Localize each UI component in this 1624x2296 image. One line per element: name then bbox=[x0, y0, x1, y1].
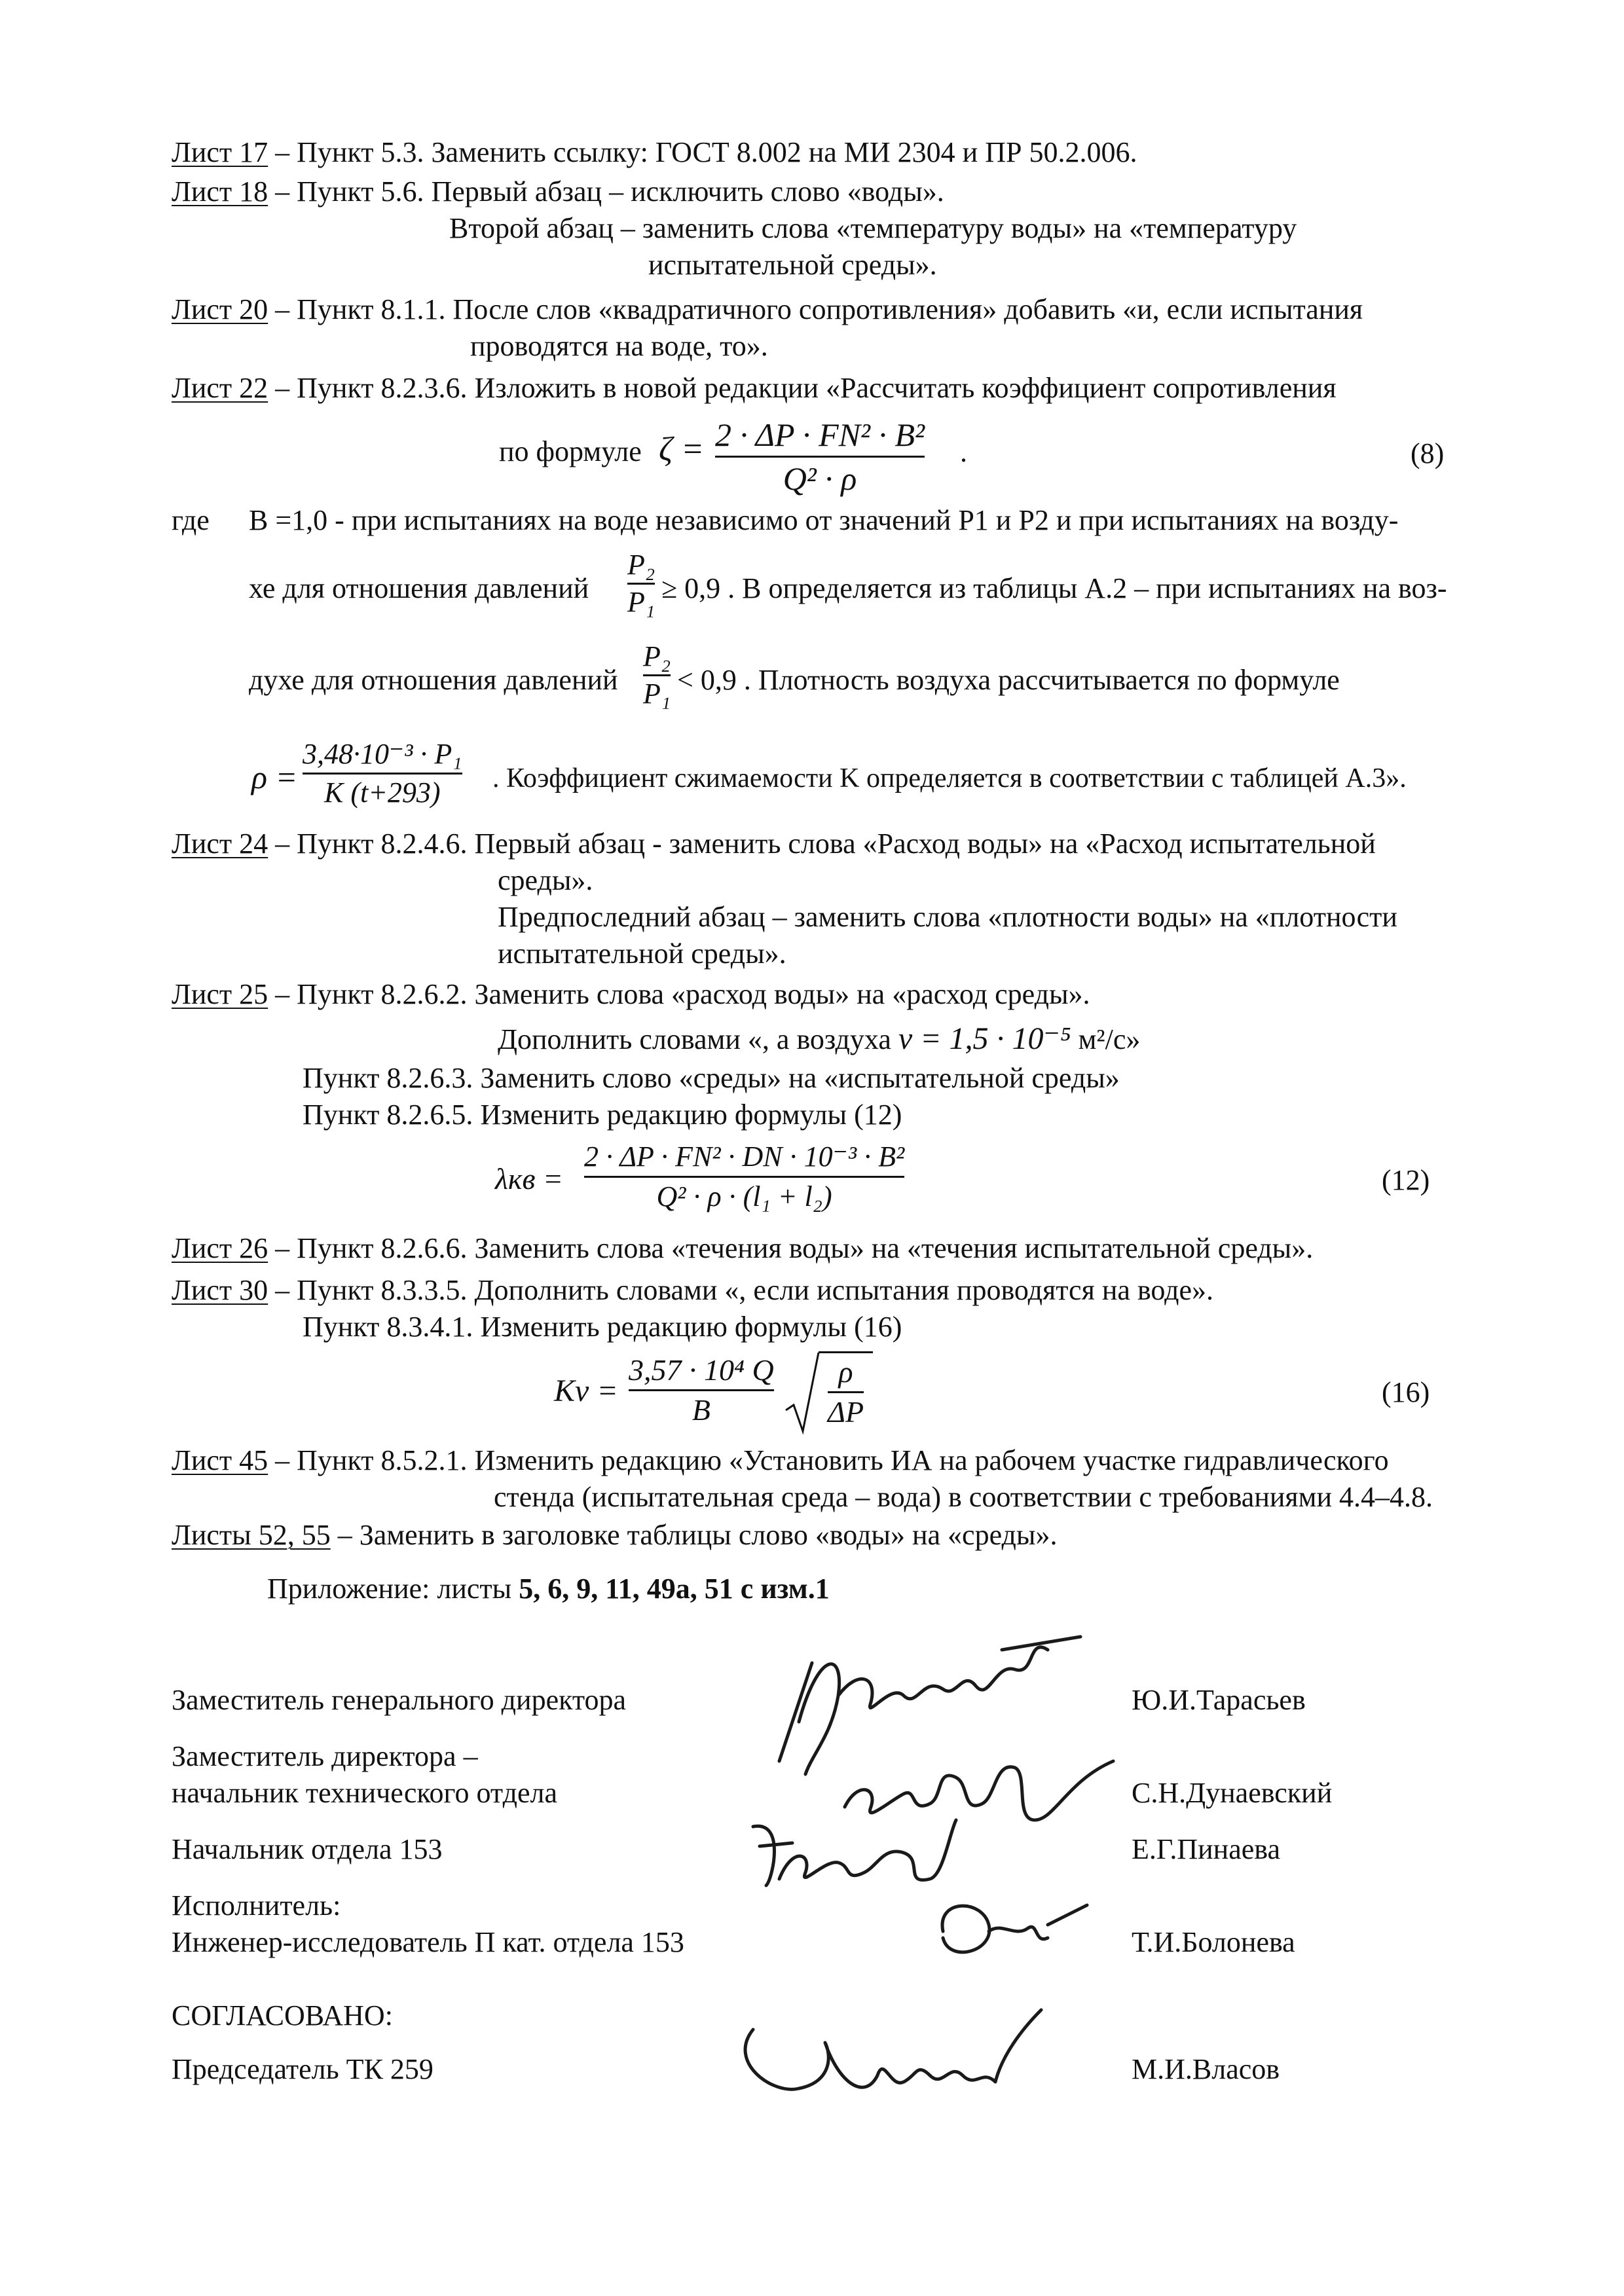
appendix-label: Приложение: листы bbox=[267, 1573, 519, 1605]
ratio-denominator: P₁ bbox=[627, 586, 655, 618]
line-sheet-30 bbox=[172, 1273, 1213, 1308]
kv-lhs: Kv = bbox=[554, 1374, 618, 1408]
line-text: Пункт 8.2.6.3. Заменить слово «среды» на «испытательной среды» bbox=[303, 1062, 1120, 1094]
zeta-numerator: 2 · ΔP · FN² · B² bbox=[715, 416, 925, 453]
line-text: – Пункт 8.2.6.6. Заменить слова «течения воды» на «течения испытательной среды». bbox=[275, 1232, 1314, 1264]
line-text: – Заменить в заголовке таблицы слово «воды» на «среды». bbox=[337, 1519, 1058, 1551]
line-text: среды». bbox=[498, 864, 593, 896]
lambda-denominator: Q² · ρ · (l₁ + l₂) bbox=[656, 1180, 832, 1212]
zeta-dot: . bbox=[960, 436, 967, 468]
rho-denominator: K (t+293) bbox=[324, 776, 441, 809]
line-sheet-26 bbox=[172, 1231, 1313, 1266]
appendix-sheets: 5, 6, 9, 11, 49а, 51 с изм.1 bbox=[519, 1573, 830, 1605]
sqrt-sign bbox=[783, 1350, 822, 1435]
b-text: ≥ 0,9 . B определяется из таблицы А.2 – при испытаниях на воз- bbox=[661, 572, 1447, 604]
sheet-ref: Лист 24 bbox=[172, 828, 268, 860]
line-sheet-24 bbox=[172, 826, 1376, 862]
b-text: духе для отношения давлений bbox=[249, 664, 618, 696]
sheet-ref: Лист 26 bbox=[172, 1232, 268, 1264]
signatory-title: Заместитель директора – bbox=[172, 1740, 478, 1772]
line-sheet-17 bbox=[172, 135, 1137, 170]
signature-pinaeva bbox=[733, 1807, 969, 1892]
lambda-numerator: 2 · ΔP · FN² · DN · 10⁻³ · B² bbox=[584, 1140, 905, 1173]
signature-boloneva bbox=[923, 1886, 1094, 1977]
sheet-ref: Лист 25 bbox=[172, 978, 268, 1010]
line-text-part: Дополнить словами «, а воздуха bbox=[498, 1023, 891, 1055]
line-sheet-22 bbox=[172, 371, 1337, 406]
sheet-ref: Лист 17 bbox=[172, 136, 268, 168]
ratio-denominator: P₁ bbox=[643, 678, 671, 710]
line-text: – Пункт 8.2.6.2. Заменить слова «расход воды» на «расход среды». bbox=[275, 978, 1090, 1010]
zeta-lhs: ζ = bbox=[659, 431, 705, 468]
line-text: – Пункт 8.2.3.6. Изложить в новой редакции «Рассчитать коэффициент сопротивления bbox=[275, 372, 1337, 404]
b-definition: B =1,0 - при испытаниях на воде независимо от значений P1 и P2 и при испытаниях на возду- bbox=[249, 504, 1399, 536]
line-text: – Пункт 5.3. Заменить ссылку: ГОСТ 8.002 на МИ 2304 и ПР 50.2.006. bbox=[275, 136, 1137, 168]
kv-fraction bbox=[629, 1351, 774, 1429]
zeta-fraction bbox=[715, 414, 925, 500]
equation-number: (16) bbox=[1382, 1376, 1430, 1408]
kv-root-numerator: ρ bbox=[838, 1355, 853, 1389]
nu-unit: м²/с» bbox=[1071, 1023, 1141, 1055]
appendix-line bbox=[267, 1571, 830, 1607]
rho-suffix: . Коэффициент сжимаемости K определяется в соответствии с таблицей А.3». bbox=[492, 763, 1407, 793]
kv-root-fraction bbox=[819, 1351, 873, 1431]
line-text: проводятся на воде, то». bbox=[470, 330, 768, 362]
rho-numerator: 3,48·10⁻³ · P₁ bbox=[303, 738, 462, 770]
sheet-ref: Листы 52, 55 bbox=[172, 1519, 331, 1551]
b-text: < 0,9 . Плотность воздуха рассчитывается по формуле bbox=[677, 664, 1340, 696]
equation-number: (8) bbox=[1411, 437, 1445, 469]
rho-lhs: ρ = bbox=[251, 759, 298, 795]
b-text: хе для отношения давлений bbox=[249, 572, 589, 604]
pressure-ratio bbox=[643, 639, 671, 712]
line-text: стенда (испытательная среда – вода) в соответствии с требованиями 4.4–4.8. bbox=[494, 1481, 1433, 1513]
line-sheet-18 bbox=[172, 174, 944, 210]
rho-fraction bbox=[303, 736, 462, 811]
line-text: испытательной среды». bbox=[648, 249, 937, 281]
sheet-ref: Лист 18 bbox=[172, 175, 268, 208]
zeta-denominator: Q² · ρ bbox=[783, 460, 857, 497]
kv-numerator: 3,57 · 10⁴ Q bbox=[629, 1353, 774, 1387]
line-text: Пункт 8.3.4.1. Изменить редакцию формулы (16) bbox=[303, 1311, 902, 1343]
signatory-title: Председатель ТК 259 bbox=[172, 2053, 434, 2085]
approval-label: СОГЛАСОВАНО: bbox=[172, 1999, 393, 2032]
line-text bbox=[498, 1021, 1140, 1057]
signatory-title: Инженер-исследователь П кат. отдела 153 bbox=[172, 1926, 684, 1958]
signatory-name: Т.И.Болонева bbox=[1132, 1926, 1295, 1958]
lambda-fraction bbox=[584, 1138, 904, 1216]
sheet-ref: Лист 45 bbox=[172, 1444, 268, 1476]
signature-vlasov bbox=[720, 2003, 1061, 2121]
line-text: Предпоследний абзац – заменить слова «плотности воды» на «плотности bbox=[498, 901, 1397, 933]
line-text: – Пункт 8.1.1. После слов «квадратичного сопротивления» добавить «и, если испытания bbox=[275, 293, 1363, 325]
signatory-name: С.Н.Дунаевский bbox=[1132, 1777, 1333, 1809]
sheet-ref: Лист 20 bbox=[172, 293, 268, 325]
line-sheets-52-55 bbox=[172, 1518, 1057, 1553]
line-text: – Пункт 5.6. Первый абзац – исключить слово «воды». bbox=[275, 175, 944, 208]
kv-denominator: B bbox=[692, 1393, 710, 1427]
signatory-name: Ю.И.Тарасьев bbox=[1132, 1684, 1306, 1716]
signatory-title: Исполнитель: bbox=[172, 1889, 341, 1922]
pressure-ratio bbox=[627, 547, 655, 620]
line-text: Второй абзац – заменить слова «температуру воды» на «температуру bbox=[449, 212, 1297, 244]
equation-number: (12) bbox=[1382, 1164, 1430, 1196]
sheet-ref: Лист 22 bbox=[172, 372, 268, 404]
line-text: испытательной среды». bbox=[498, 938, 786, 970]
line-text: – Пункт 8.3.3.5. Дополнить словами «, если испытания проводятся на воде». bbox=[275, 1274, 1214, 1306]
signatory-title: Заместитель генерального директора bbox=[172, 1684, 627, 1716]
line-text: – Пункт 8.5.2.1. Изменить редакцию «Установить ИА на рабочем участке гидравлического bbox=[275, 1444, 1389, 1476]
nu-formula: ν = 1,5 · 10⁻⁵ bbox=[898, 1021, 1071, 1056]
signatory-title: Начальник отдела 153 bbox=[172, 1833, 443, 1865]
line-sheet-45 bbox=[172, 1443, 1389, 1478]
where-label: где bbox=[172, 504, 210, 536]
signatory-title: начальник технического отдела bbox=[172, 1777, 557, 1809]
lambda-lhs: λкв = bbox=[495, 1162, 563, 1195]
sheet-ref: Лист 30 bbox=[172, 1274, 268, 1306]
ratio-numerator: P₂ bbox=[643, 640, 671, 672]
line-sheet-20 bbox=[172, 292, 1363, 327]
ratio-numerator: P₂ bbox=[627, 549, 655, 581]
line-text: Пункт 8.2.6.5. Изменить редакцию формулы (12) bbox=[303, 1099, 902, 1131]
formula-prefix: по формуле bbox=[499, 435, 642, 467]
signatory-name: М.И.Власов bbox=[1132, 2053, 1280, 2085]
signatory-name: Е.Г.Пинаева bbox=[1132, 1833, 1281, 1865]
line-sheet-25 bbox=[172, 977, 1090, 1012]
kv-root-denominator: ΔP bbox=[828, 1395, 864, 1429]
line-text: – Пункт 8.2.4.6. Первый абзац - заменить слова «Расход воды» на «Расход испытательной bbox=[275, 828, 1376, 860]
